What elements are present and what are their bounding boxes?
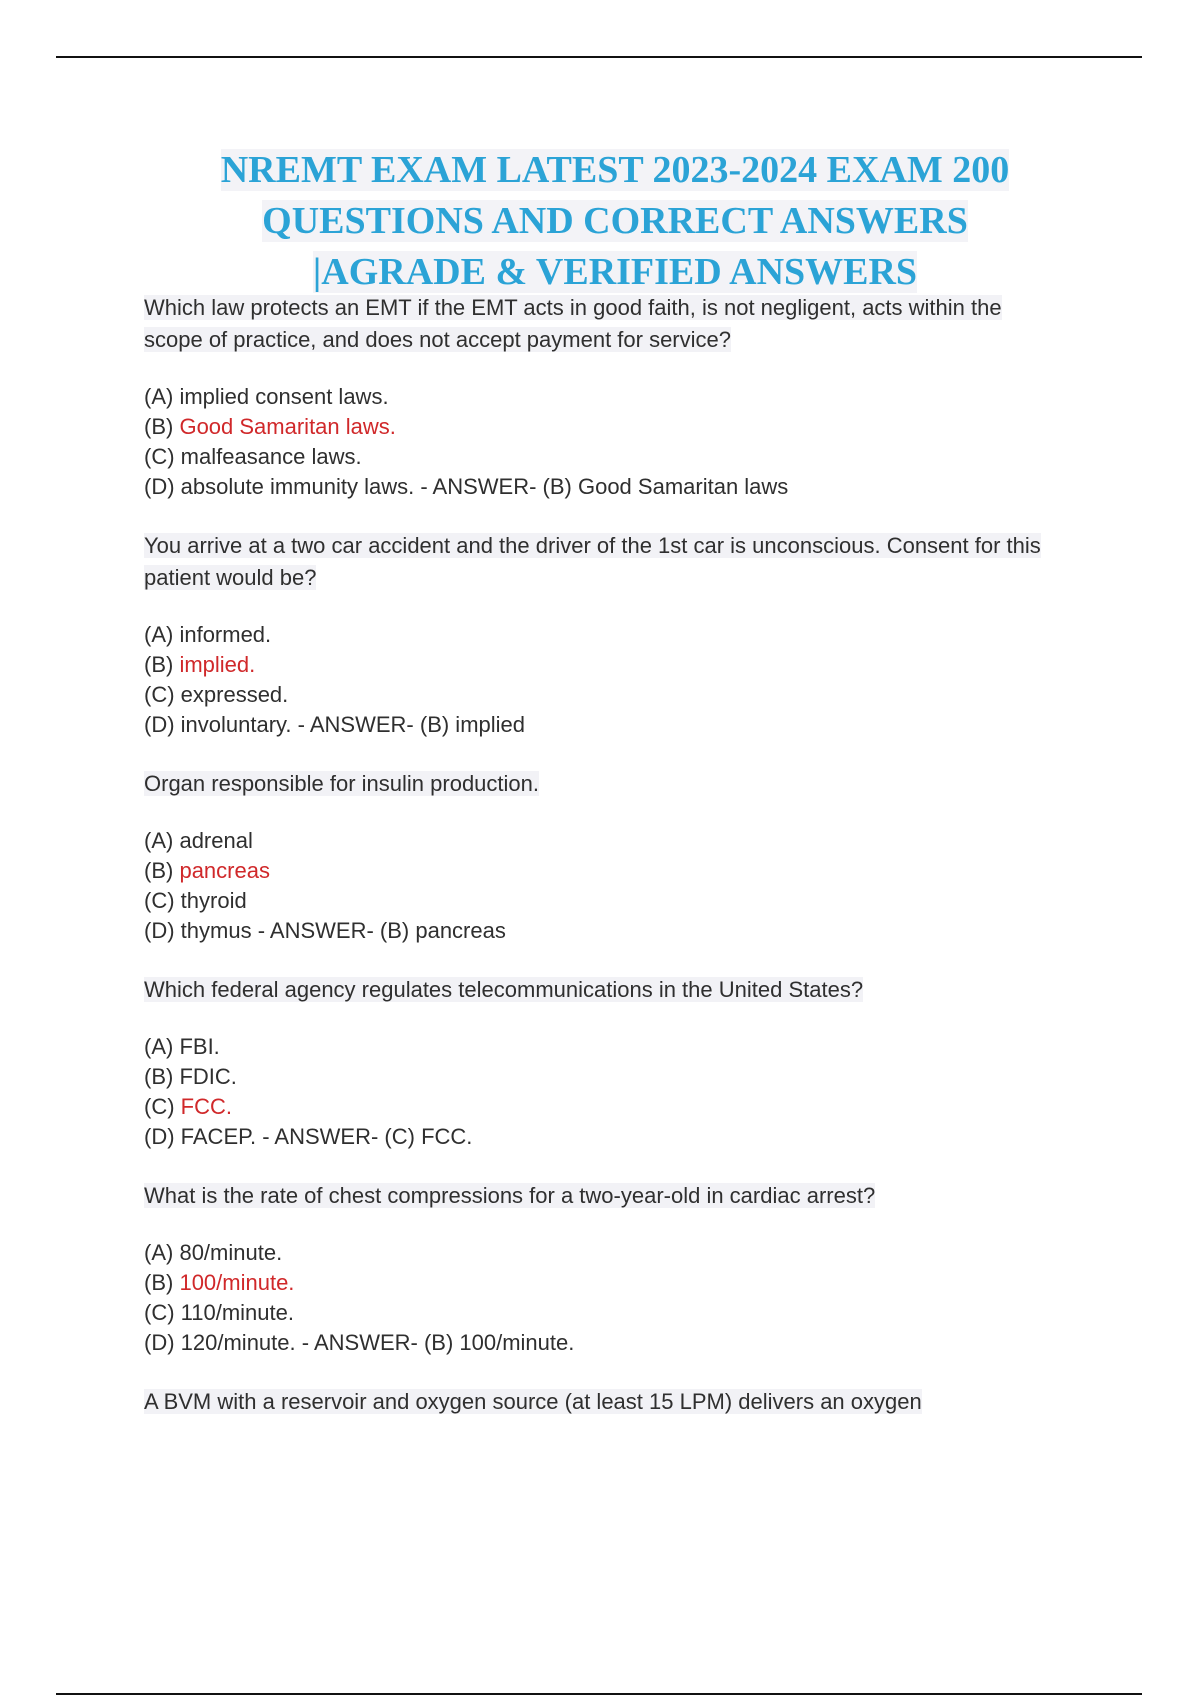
- answer-text: - ANSWER- (B) pancreas: [251, 918, 506, 943]
- option-d: (D) involuntary. - ANSWER- (B) implied: [144, 712, 526, 737]
- option-b: (B) implied.: [144, 652, 256, 677]
- option-a: (A) adrenal: [144, 828, 253, 853]
- correct-option-text: FCC.: [180, 1094, 232, 1119]
- question-text: A BVM with a reservoir and oxygen source (at least 15 LPM) delivers an oxygen: [144, 1389, 922, 1414]
- options-list: [144, 382, 1064, 502]
- option-b: (B) 100/minute.: [144, 1270, 295, 1295]
- question-text: Which law protects an EMT if the EMT acts in good faith, is not negligent, acts within the scope of practice, and does not accept payment for service?: [144, 295, 1002, 352]
- option-c: (C) 110/minute.: [144, 1300, 294, 1325]
- question-block: [144, 974, 1064, 1152]
- options-list: [144, 1032, 1064, 1152]
- option-b: (B) pancreas: [144, 858, 270, 883]
- document-title: [140, 145, 1090, 298]
- top-rule: [56, 56, 1142, 58]
- title-line: |AGRADE & VERIFIED ANSWERS: [312, 251, 918, 293]
- option-d: (D) 120/minute. - ANSWER- (B) 100/minute.: [144, 1330, 575, 1355]
- option-b: (B) Good Samaritan laws.: [144, 414, 396, 439]
- option-d: (D) thymus - ANSWER- (B) pancreas: [144, 918, 506, 943]
- option-b: (B) FDIC.: [144, 1064, 237, 1089]
- options-list: [144, 826, 1064, 946]
- answer-text: - ANSWER- (B) implied: [291, 712, 526, 737]
- bottom-rule: [56, 1693, 1142, 1695]
- question-block: [144, 768, 1064, 946]
- option-a: (A) informed.: [144, 622, 272, 647]
- title-line: NREMT EXAM LATEST 2023-2024 EXAM 200: [220, 149, 1010, 191]
- question-text: Which federal agency regulates telecommunications in the United States?: [144, 977, 864, 1002]
- answer-text: - ANSWER- (B) 100/minute.: [295, 1330, 575, 1355]
- question-block: [144, 1180, 1064, 1358]
- option-a: (A) 80/minute.: [144, 1240, 283, 1265]
- option-c: (C) thyroid: [144, 888, 247, 913]
- questions-list: [144, 292, 1064, 1418]
- answer-text: - ANSWER- (B) Good Samaritan laws: [414, 474, 789, 499]
- correct-option-text: 100/minute.: [179, 1270, 295, 1295]
- option-a: (A) FBI.: [144, 1034, 220, 1059]
- correct-option-text: Good Samaritan laws.: [179, 414, 396, 439]
- title-line: QUESTIONS AND CORRECT ANSWERS: [262, 200, 968, 242]
- option-a: (A) implied consent laws.: [144, 384, 389, 409]
- question-text: You arrive at a two car accident and the driver of the 1st car is unconscious. Consent for this patient would be?: [144, 533, 1041, 590]
- option-d: (D) absolute immunity laws. - ANSWER- (B) Good Samaritan laws: [144, 474, 789, 499]
- options-list: [144, 1238, 1064, 1358]
- question-block: [144, 530, 1064, 740]
- correct-option-text: implied.: [179, 652, 256, 677]
- option-c: (C) FCC.: [144, 1094, 232, 1119]
- correct-option-text: pancreas: [179, 858, 270, 883]
- option-c: (C) malfeasance laws.: [144, 444, 362, 469]
- question-block: [144, 1386, 1064, 1418]
- question-block: [144, 292, 1064, 502]
- answer-text: - ANSWER- (C) FCC.: [256, 1124, 473, 1149]
- options-list: [144, 620, 1064, 740]
- question-text: What is the rate of chest compressions for a two-year-old in cardiac arrest?: [144, 1183, 876, 1208]
- option-c: (C) expressed.: [144, 682, 289, 707]
- option-d: (D) FACEP. - ANSWER- (C) FCC.: [144, 1124, 473, 1149]
- question-text: Organ responsible for insulin production.: [144, 771, 540, 796]
